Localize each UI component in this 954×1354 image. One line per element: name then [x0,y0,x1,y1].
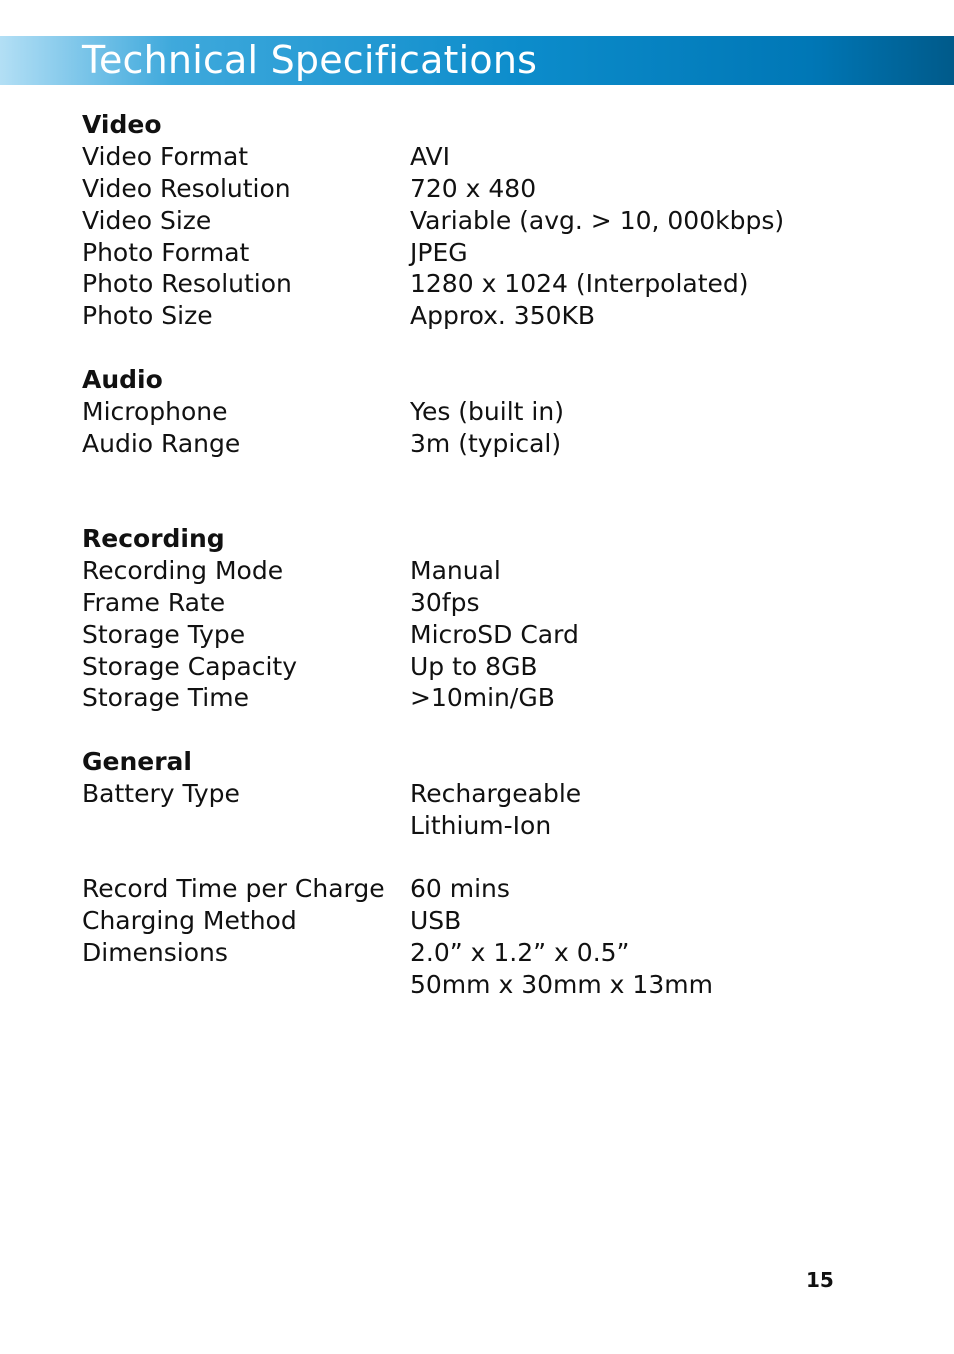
spec-value: Up to 8GB [410,652,538,681]
spec-value: MicroSD Card [410,620,579,649]
spec-label: Storage Type [82,620,246,649]
spec-value: >10min/GB [410,683,555,712]
spec-label: Record Time per Charge [82,874,385,903]
page-number: 15 [806,1268,834,1292]
spec-value-continued: Lithium-Ion [410,811,552,840]
spec-label: Photo Format [82,238,250,267]
spec-label: Photo Size [82,301,213,330]
spec-label: Video Size [82,206,212,235]
spec-label: Charging Method [82,906,297,935]
spec-value: Variable (avg. > 10, 000kbps) [410,206,785,235]
section-title-general: General [82,747,192,776]
section-title-video: Video [82,110,162,139]
section-title-audio: Audio [82,365,163,394]
section-title-recording: Recording [82,524,225,553]
page-title: Technical Specifications [82,38,538,82]
spec-label: Recording Mode [82,556,284,585]
spec-label: Microphone [82,397,228,426]
spec-value: AVI [410,142,450,171]
spec-label: Audio Range [82,429,241,458]
spec-label: Video Format [82,142,249,171]
spec-value: Approx. 350KB [410,301,596,330]
spec-value: 720 x 480 [410,174,537,203]
spec-value: 1280 x 1024 (Interpolated) [410,269,749,298]
spec-value: Rechargeable [410,779,582,808]
spec-value: Manual [410,556,501,585]
spec-value: 3m (typical) [410,429,562,458]
spec-value: Yes (built in) [410,397,564,426]
spec-value-continued: 50mm x 30mm x 13mm [410,970,713,999]
spec-label: Photo Resolution [82,269,292,298]
spec-value: 60 mins [410,874,510,903]
spec-value: USB [410,906,462,935]
spec-label: Battery Type [82,779,240,808]
spec-label: Dimensions [82,938,228,967]
spec-label: Video Resolution [82,174,291,203]
spec-value: 30fps [410,588,480,617]
spec-label: Frame Rate [82,588,226,617]
spec-label: Storage Capacity [82,652,298,681]
spec-value: JPEG [410,238,468,267]
spec-label: Storage Time [82,683,249,712]
spec-value: 2.0” x 1.2” x 0.5” [410,938,630,967]
